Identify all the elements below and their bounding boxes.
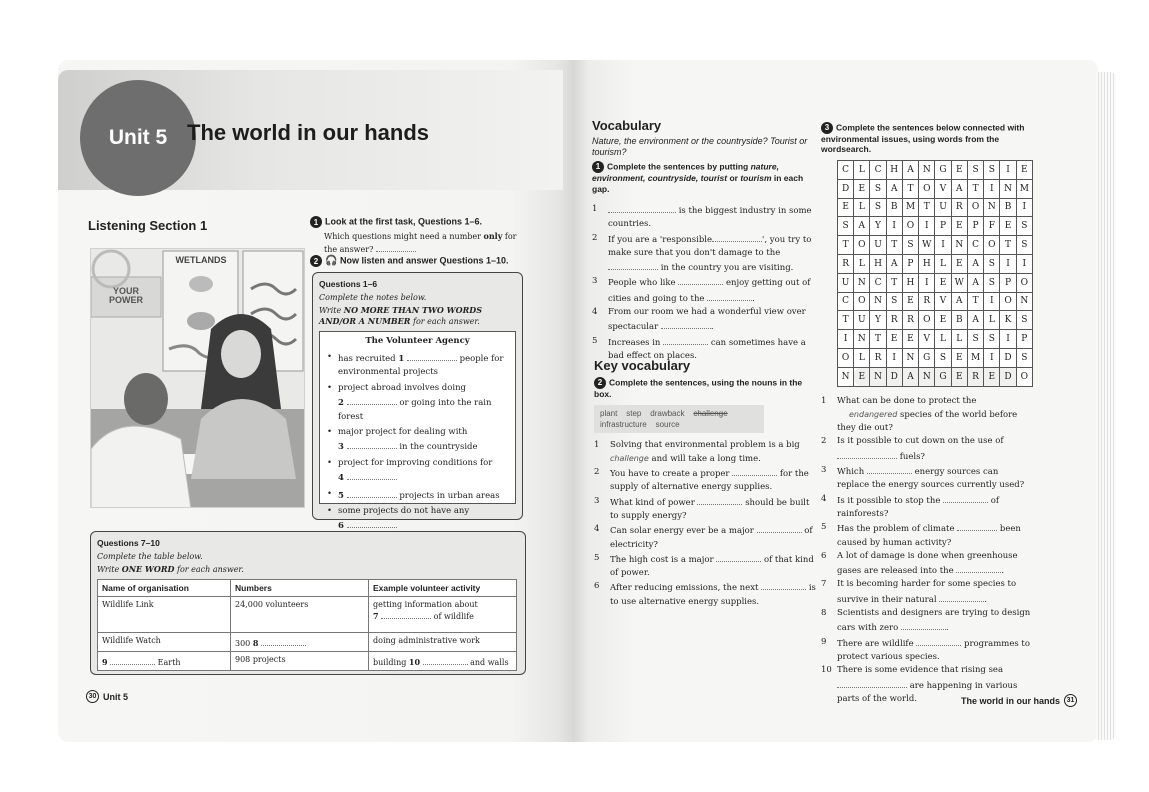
wordsearch-item: 6 A lot of damage is done when greenhouse gases are released into the . [821,550,1018,577]
wordsearch-item: 2 Is it possible to cut down on the use of fuels? [821,436,1004,462]
wordsearch-cell: A [967,273,983,292]
wordsearch-cell: G [935,161,951,180]
table-row: 9 Earth 908 projects building 10 and walls [98,652,517,671]
unit-badge-label: Unit 5 [108,126,168,149]
wordsearch-cell: P [935,217,951,236]
wordsearch-cell: O [902,217,918,236]
wordsearch-cell: H [870,254,886,273]
wordsearch-cell: T [886,236,902,255]
wordsearch-cell: C [838,292,854,311]
wordsearch-task: 3 Complete the sentences below connected with environmental issues, using words from the wordsearch. [821,122,1025,154]
wordsearch-cell: E [1016,161,1032,180]
table-limit-post: for each answer. [177,565,244,574]
vocab-task: 1 Complete the sentences by putting nature, environment, countryside, tourist or tourism in each gap. [592,161,804,194]
wordsearch-cell: O [919,179,935,198]
wordsearch-cell: R [870,348,886,367]
wordsearch-cell: T [1000,236,1016,255]
wordsearch-cell: W [951,273,967,292]
wordsearch-cell: S [1016,311,1032,330]
wordsearch-cell: O [967,198,983,217]
wordsearch-cell: I [1016,198,1032,217]
wordsearch-cell: V [935,292,951,311]
wordsearch-cell: U [870,236,886,255]
wordsearch-section [821,122,1033,706]
wordsearch-cell: N [870,292,886,311]
wordsearch-cell: A [902,161,918,180]
wordsearch-row [838,179,1033,198]
notes-limit-pre: Write [319,306,342,315]
wordsearch-cell: M [967,348,983,367]
wordsearch-cell: A [902,367,918,386]
vocab-item: 5 Increases in can sometimes have a bad effect on places. [592,335,806,361]
wordsearch-cell: D [1000,367,1016,386]
note-item: • major project for dealing with 3 in the countryside [324,426,511,455]
wordsearch-cell: E [984,367,1000,386]
wordsearch-cell: L [984,311,1000,330]
wordsearch-cell: I [984,292,1000,311]
wordsearch-cell: L [854,254,870,273]
wordsearch-cell: S [1016,217,1032,236]
wordsearch-cell: I [984,179,1000,198]
wordsearch-cell: I [1000,330,1016,349]
wordsearch-cell: I [1000,254,1016,273]
wordsearch-cell: E [935,273,951,292]
wordsearch-cell: N [838,367,854,386]
wordsearch-cell: C [838,161,854,180]
wordsearch-cell: S [902,236,918,255]
wordsearch-cell: E [902,330,918,349]
left-page [58,60,573,742]
keyvocab-item: 6 After reducing emissions, the next is to use alternative energy supplies. [594,581,816,607]
notes-limit-bold: NO MORE THAN TWO WORDS AND/OR A NUMBER [319,305,482,326]
wordsearch-item: 10 There is some evidence that rising sea are happening in various parts of the world. [821,665,1018,704]
wordsearch-cell: H [886,161,902,180]
column-header: Example volunteer activity [369,580,517,597]
keyvocab-item: 4 Can solar energy ever be a major of electricity? [594,524,813,550]
keyvocab-item: 1 Solving that environmental problem is a big challenge and will take a long time. [594,439,800,464]
wordsearch-cell: I [1016,254,1032,273]
table-limit-pre: Write [97,565,120,574]
wordsearch-cell: B [1000,198,1016,217]
wordsearch-cell: H [919,254,935,273]
wordsearch-cell: P [967,217,983,236]
wordsearch-cell: S [984,254,1000,273]
wordsearch-cell: E [951,348,967,367]
wordsearch-cell: I [838,330,854,349]
wordsearch-cell: C [870,161,886,180]
task-1-number: 1 [310,216,322,228]
wordsearch-cell: L [854,161,870,180]
wordsearch-cell: I [984,348,1000,367]
task-2-number: 2 [310,255,322,267]
wordsearch-item: 5 Has the problem of climate been caused by human activity? [821,522,1021,548]
wordsearch-cell: E [951,217,967,236]
wordsearch-cell: S [1016,236,1032,255]
wordsearch-cell: T [919,198,935,217]
wordsearch-cell: E [951,367,967,386]
wordsearch-cell: R [838,254,854,273]
vocab-item: 4 From our room we had a wonderful view over spectacular . [592,307,806,333]
wordsearch-cell: E [886,330,902,349]
wordsearch-cell: O [1016,273,1032,292]
task-1-subtext-bold: only [483,231,503,241]
wordsearch-cell: N [919,367,935,386]
wordsearch-cell: D [1000,348,1016,367]
banner-text: YOUR POWER [108,286,143,305]
vocab-item: 3 People who like enjoy getting out of cities and going to the . [592,276,811,304]
wordsearch-cell: S [967,330,983,349]
footer-label: The world in our hands [961,695,1060,706]
wordsearch-cell: K [1000,311,1016,330]
wordsearch-cell: O [1016,367,1032,386]
wordsearch-cell: U [838,273,854,292]
page-number: 31 [1064,694,1077,707]
table-heading: Questions 7–10 [97,538,160,548]
wordsearch-cell: S [886,292,902,311]
wordsearch-cell: P [1016,330,1032,349]
wordsearch-cell: W [919,236,935,255]
wordsearch-cell: A [886,179,902,198]
wordsearch-cell: Y [870,217,886,236]
wordsearch-cell: C [870,273,886,292]
wordsearch-cell: N [1016,292,1032,311]
wordsearch-cell: I [886,217,902,236]
column-header: Name of organisation [98,580,231,597]
wordsearch-cell: O [854,236,870,255]
wordsearch-cell: A [967,311,983,330]
task-1 [310,216,520,255]
table-row: Wildlife Link 24,000 volunteers getting information about 7 of wildlife [98,597,517,633]
wordsearch-item: 1 What can be done to protect the endangered species of the world before they die out? [821,395,1018,434]
keyvocab-item: 3 What kind of power should be built to supply energy? [594,495,810,521]
keyvocab-task: 2 Complete the sentences, using the nouns in the box. [594,377,803,399]
wordsearch-item: 8 Scientists and designers are trying to design cars with zero . [821,608,1031,634]
wordsearch-cell: I [886,348,902,367]
poster-title: WETLANDS [175,255,227,265]
right-footer [961,694,1077,707]
note-item: • 5 projects in urban areas [324,488,511,503]
footer-label: Unit 5 [103,691,129,702]
wordsearch-cell: E [951,254,967,273]
wordsearch-row [838,273,1033,292]
headphones-icon: 🎧 [325,255,338,267]
wordsearch-cell: E [951,161,967,180]
wordsearch-cell: S [984,161,1000,180]
section-heading: Listening Section 1 [88,218,208,233]
wordsearch-cell: N [854,330,870,349]
wordsearch-cell: R [919,292,935,311]
wordsearch-cell: S [1016,348,1032,367]
table-limit-bold: ONE WORD [121,564,175,574]
page-title: The world in our hands [187,120,429,145]
wordsearch-cell: I [919,273,935,292]
page-edges [1096,72,1116,740]
wordsearch-cell: N [919,161,935,180]
wordsearch-cell: E [1000,217,1016,236]
wordsearch-cell: L [951,330,967,349]
wordsearch-cell: M [902,198,918,217]
word-box: plant step drawback challenge infrastructure source [594,405,764,433]
wordsearch-cell: L [935,254,951,273]
open-workbook [58,60,1108,742]
right-page [573,60,1098,742]
wordsearch-row [838,348,1033,367]
agency-title: The Volunteer Agency [365,336,470,346]
listening-illustration [90,248,305,508]
wordsearch-cell: E [854,179,870,198]
wordsearch-cell: F [984,217,1000,236]
note-item: • project abroad involves doing 2 or going into the rain forest [324,382,511,424]
wordsearch-cell: L [935,330,951,349]
wordsearch-questions [821,395,1031,707]
wordsearch-cell: S [967,161,983,180]
wordsearch-cell: V [935,179,951,198]
wordsearch-cell: D [886,367,902,386]
wordsearch-cell: E [854,367,870,386]
wordsearch-row [838,161,1033,180]
column-header: Numbers [231,580,369,597]
wordsearch-cell: U [854,311,870,330]
wordsearch-cell: S [870,198,886,217]
notes-limit-post: for each answer. [412,317,480,326]
wordsearch-cell: D [838,179,854,198]
task-2-text: Now listen and answer Questions 1–10. [339,255,509,266]
wordsearch-row [838,236,1033,255]
wordsearch-item: 7 It is becoming harder for some species to survive in their natural . [821,579,1017,605]
wordsearch-cell: O [854,292,870,311]
wordsearch-cell: S [984,330,1000,349]
wordsearch-row [838,367,1033,386]
wordsearch-cell: E [838,198,854,217]
wordsearch-cell: E [935,311,951,330]
wordsearch-cell: G [935,367,951,386]
wordsearch-row [838,311,1033,330]
notes-instruction: Complete the notes below. [319,293,427,302]
wordsearch-row [838,217,1033,236]
note-item: • some projects do not have any 6 [324,505,511,534]
wordsearch-cell: T [886,273,902,292]
wordsearch-cell: T [902,179,918,198]
wordsearch-cell: P [1000,273,1016,292]
vocab-item: 2 If you are a 'responsible ', you try to make sure that you don't damage to the in the country you are visiting. [592,232,812,274]
notes-heading: Questions 1–6 [319,279,378,289]
wordsearch-cell: O [919,311,935,330]
vocab-heading: Vocabulary [592,118,662,133]
wordsearch-cell: S [935,348,951,367]
wordsearch-cell: T [838,311,854,330]
wordsearch-cell: R [886,311,902,330]
wordsearch-cell: I [935,236,951,255]
task-1-subtext: Which questions might need a number [324,232,481,241]
keyvocab-heading: Key vocabulary [594,358,691,373]
wordsearch-row [838,292,1033,311]
wordsearch-item: 4 Is it possible to stop the of rainforests? [821,493,1000,519]
wordsearch-cell: V [919,330,935,349]
wordsearch-cell: A [854,217,870,236]
task-1-subtext-end: for the answer? [324,232,517,254]
wordsearch-cell: T [967,292,983,311]
wordsearch-cell: R [967,367,983,386]
wordsearch-cell: I [919,217,935,236]
wordsearch-cell: A [951,179,967,198]
table-row: Wildlife Watch 300 8 doing administrative work [98,633,517,652]
wordsearch-cell: N [951,236,967,255]
wordsearch-cell: E [902,292,918,311]
wordsearch-cell: A [951,292,967,311]
organisation-table [97,579,517,671]
wordsearch-cell: N [902,348,918,367]
wordsearch-cell: O [984,236,1000,255]
wordsearch-cell: N [870,367,886,386]
wordsearch-item: 3 Which energy sources can replace the energy sources currently used? [821,465,1025,491]
table-box [90,531,526,675]
note-item: • project for improving conditions for 4 [324,457,511,486]
wordsearch-cell: S [870,179,886,198]
wordsearch-cell: A [886,254,902,273]
table-instruction: Complete the table below. [97,552,203,561]
task-1-text: Look at the first task, Questions 1–6. [325,216,483,227]
wordsearch-grid [837,160,1033,387]
vocabulary-section [592,118,814,363]
wordsearch-cell: S [838,217,854,236]
note-item: • has recruited 1 people for environmental projects [324,351,511,380]
key-vocabulary-section [594,358,816,609]
wordsearch-cell: N [984,198,1000,217]
wordsearch-cell: T [838,236,854,255]
wordsearch-cell: T [967,179,983,198]
volunteer-agency-notes [319,331,516,532]
wordsearch-row [838,254,1033,273]
unit-badge [80,80,196,196]
wordsearch-cell: Y [870,311,886,330]
wordsearch-cell: C [967,236,983,255]
wordsearch-cell: M [1016,179,1032,198]
wordsearch-cell: I [1000,161,1016,180]
wordsearch-cell: B [886,198,902,217]
keyvocab-item: 2 You have to create a proper for the supply of alternative energy supplies. [594,467,809,493]
wordsearch-cell: L [854,198,870,217]
notes-box [312,272,523,532]
wordsearch-cell: P [902,254,918,273]
wordsearch-item: 9 There are wildlife programmes to protect various species. [821,636,1030,662]
wordsearch-cell: O [838,348,854,367]
task-2 [310,255,509,267]
wordsearch-cell: O [1000,292,1016,311]
wordsearch-row [838,330,1033,349]
wordsearch-row [838,198,1033,217]
wordsearch-cell: N [1000,179,1016,198]
keyvocab-item: 5 The high cost is a major of that kind of power. [594,552,814,579]
wordsearch-cell: G [919,348,935,367]
wordsearch-cell: S [984,273,1000,292]
vocab-subtitle: Nature, the environment or the countryside? Tourist or tourism? [592,136,808,157]
wordsearch-cell: N [854,273,870,292]
wordsearch-cell: R [902,311,918,330]
left-footer [86,690,128,703]
wordsearch-cell: A [967,254,983,273]
wordsearch-cell: B [951,311,967,330]
wordsearch-cell: R [951,198,967,217]
wordsearch-cell: U [935,198,951,217]
wordsearch-cell: L [854,348,870,367]
page-number: 30 [86,690,99,703]
wordsearch-cell: H [902,273,918,292]
vocab-item: 1 is the biggest industry in some countries. [592,204,812,230]
wordsearch-cell: T [870,330,886,349]
